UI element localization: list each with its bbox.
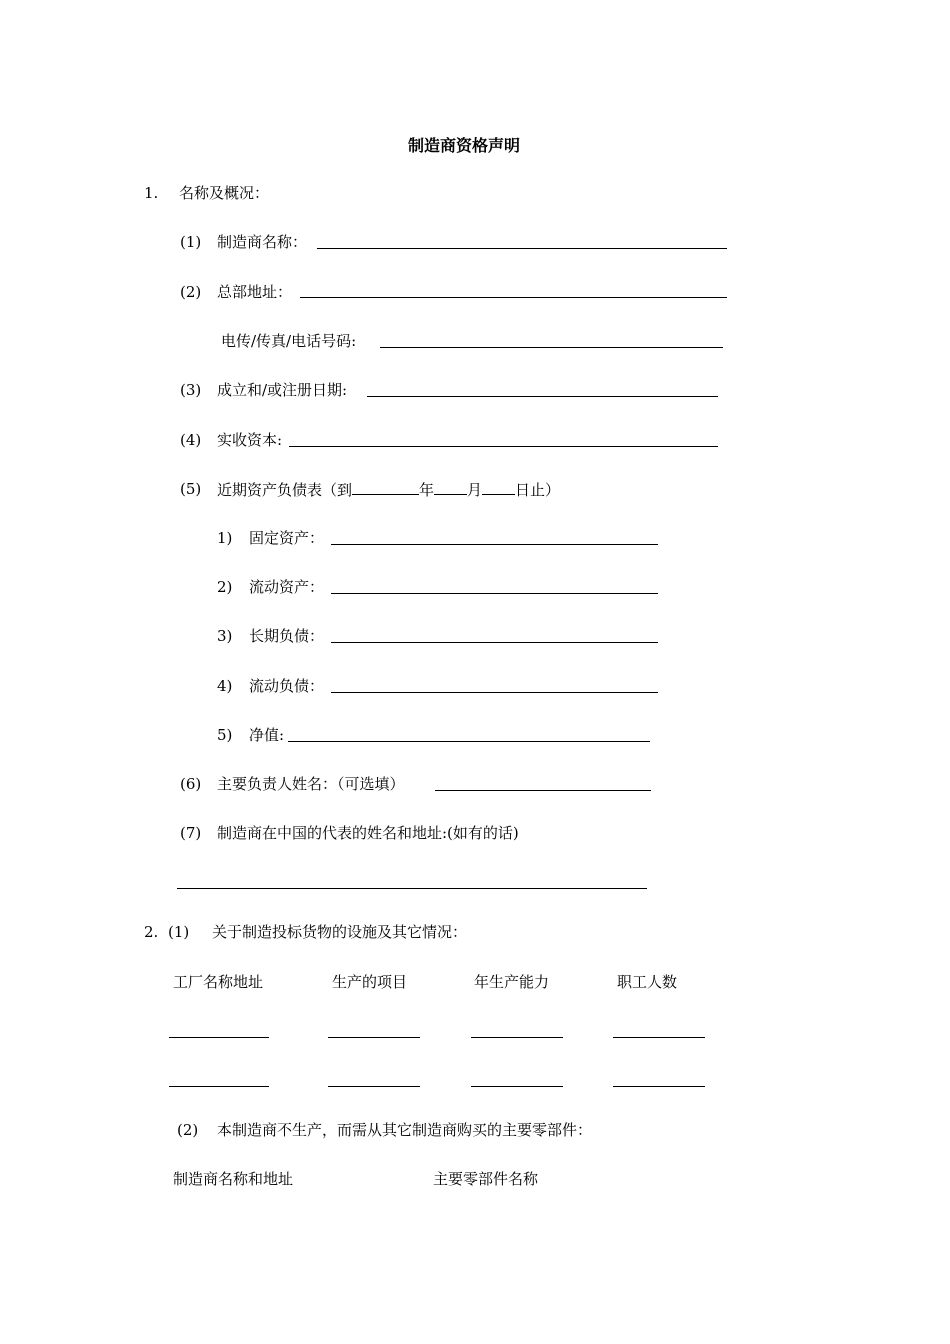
- subitem-3-number: 3): [217, 627, 233, 645]
- section-2-sub2-number: (2): [177, 1121, 199, 1139]
- telex-fax-phone-field[interactable]: [380, 347, 723, 348]
- column-annual-capacity: 年生产能力: [474, 973, 550, 991]
- balance-sheet-year-label: 年: [419, 481, 435, 499]
- subitem-1-number: 1): [217, 529, 233, 547]
- long-term-liabilities-field[interactable]: [331, 642, 658, 643]
- net-worth-label: 净值:: [249, 726, 285, 744]
- china-representative-label: 制造商在中国的代表的姓名和地址:(如有的话): [217, 824, 519, 842]
- balance-sheet-day-field[interactable]: [482, 479, 515, 495]
- balance-sheet-month-field[interactable]: [434, 479, 467, 495]
- section-2-number: 2.: [144, 923, 159, 941]
- table-row-1-capacity-field[interactable]: [471, 1037, 563, 1038]
- paid-in-capital-field[interactable]: [289, 446, 718, 447]
- current-liabilities-field[interactable]: [331, 692, 658, 693]
- column-factory-name-address: 工厂名称地址: [173, 973, 264, 991]
- table-row-2-employees-field[interactable]: [613, 1086, 705, 1087]
- table-row-2-factory-field[interactable]: [169, 1086, 269, 1087]
- fixed-assets-field[interactable]: [331, 544, 658, 545]
- net-worth-field[interactable]: [288, 741, 650, 742]
- item-2-number: (2): [180, 283, 202, 301]
- headquarters-address-label: 总部地址：: [217, 283, 293, 301]
- section-1-number: 1.: [144, 184, 159, 202]
- subitem-2-number: 2): [217, 578, 233, 596]
- china-representative-field[interactable]: [177, 888, 647, 889]
- registration-date-field[interactable]: [367, 396, 718, 397]
- balance-sheet-label-a: 近期资产负债表（到: [217, 481, 353, 499]
- current-assets-field[interactable]: [331, 593, 658, 594]
- table-row-1-products-field[interactable]: [328, 1037, 420, 1038]
- item-3-number: (3): [180, 381, 202, 399]
- table-row-1-factory-field[interactable]: [169, 1037, 269, 1038]
- manufacturer-name-label: 制造商名称：: [217, 233, 308, 251]
- paid-in-capital-label: 实收资本:: [217, 431, 283, 449]
- item-4-number: (4): [180, 431, 202, 449]
- subitem-4-number: 4): [217, 677, 233, 695]
- item-5-number: (5): [180, 480, 202, 498]
- section-2-sub1-number: (1): [168, 923, 190, 941]
- item-6-number: (6): [180, 775, 202, 793]
- balance-sheet-year-field[interactable]: [352, 479, 419, 495]
- manufacturer-name-field[interactable]: [317, 248, 727, 249]
- column-supplier-name-address: 制造商名称和地址: [173, 1170, 294, 1188]
- table-row-1-employees-field[interactable]: [613, 1037, 705, 1038]
- table-row-2-products-field[interactable]: [328, 1086, 420, 1087]
- table-row-2-capacity-field[interactable]: [471, 1086, 563, 1087]
- balance-sheet-label: [217, 479, 560, 500]
- subitem-5-number: 5): [217, 726, 233, 744]
- principal-name-label: 主要负责人姓名：（可选填）: [217, 775, 405, 793]
- balance-sheet-month-label: 月: [467, 481, 483, 499]
- telex-fax-phone-label: 电传/传真/电话号码:: [221, 332, 357, 350]
- registration-date-label: 成立和/或注册日期:: [217, 381, 348, 399]
- document-title: 制造商资格声明: [408, 136, 521, 155]
- column-products: 生产的项目: [332, 973, 408, 991]
- fixed-assets-label: 固定资产：: [249, 529, 325, 547]
- section-1-heading: 名称及概况：: [179, 184, 270, 202]
- balance-sheet-day-label: 日止）: [515, 481, 561, 499]
- column-component-name: 主要零部件名称: [433, 1170, 539, 1188]
- principal-name-field[interactable]: [435, 790, 651, 791]
- headquarters-address-field[interactable]: [300, 297, 727, 298]
- item-1-number: (1): [180, 233, 202, 251]
- current-assets-label: 流动资产：: [249, 578, 325, 596]
- purchased-components-heading: 本制造商不生产，而需从其它制造商购买的主要零部件：: [217, 1121, 593, 1139]
- current-liabilities-label: 流动负债：: [249, 677, 325, 695]
- column-employee-count: 职工人数: [617, 973, 678, 991]
- facilities-heading: 关于制造投标货物的设施及其它情况：: [212, 923, 468, 941]
- long-term-liabilities-label: 长期负债：: [249, 627, 325, 645]
- item-7-number: (7): [180, 824, 202, 842]
